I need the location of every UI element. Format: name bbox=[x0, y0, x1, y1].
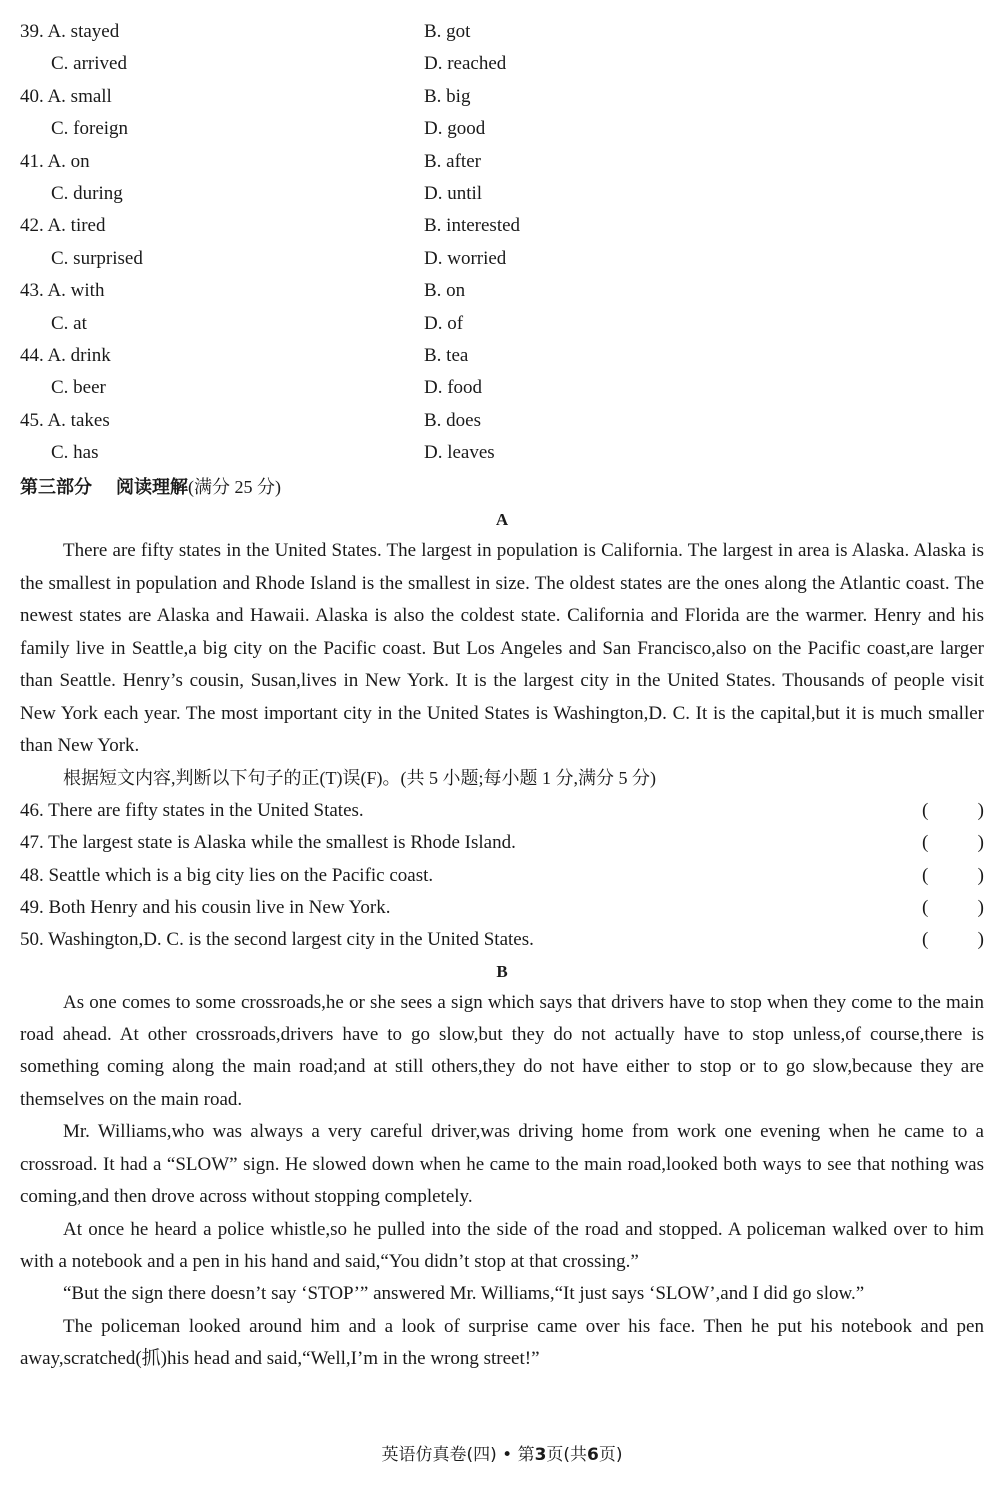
answer-blank[interactable]: ( ) bbox=[922, 864, 984, 886]
option-left: 39. A. stayed bbox=[20, 21, 120, 42]
footer-page-prefix: 第 bbox=[517, 1445, 535, 1465]
tf-question bbox=[20, 795, 984, 827]
tf-question bbox=[20, 924, 984, 956]
option-right: B. big bbox=[424, 85, 471, 107]
option-right: D. leaves bbox=[424, 442, 495, 464]
footer-dot: • bbox=[502, 1445, 513, 1465]
passage-b-paragraph: As one comes to some crossroads,he or she sees a sign which says that drivers have to stop when they come to the main road ahead. At other crossroads,drivers have to go slow,but they do not actually have to stop unless,of course,there is something coming along the main road;and at still others,they do not have either to stop or to go slow,because they are themselves on the main road. bbox=[20, 991, 984, 1110]
answer-blank[interactable]: ( ) bbox=[922, 929, 984, 951]
passage-a-instruction: 根据短文内容,判断以下句子的正(T)误(F)。(共 5 小题;每小题 1 分,满分 5 分) bbox=[63, 768, 656, 789]
option-right: D. worried bbox=[424, 247, 507, 269]
passage-b-paragraph: “But the sign there doesn’t say ‘STOP’” answered Mr. Williams,“It just says ‘SLOW’,and I did go slow.” bbox=[63, 1283, 865, 1305]
option-row bbox=[20, 16, 984, 48]
option-row bbox=[20, 308, 984, 340]
option-row bbox=[20, 372, 984, 404]
option-left: C. has bbox=[51, 442, 99, 464]
answer-blank[interactable]: ( ) bbox=[922, 799, 984, 821]
option-left: C. during bbox=[51, 182, 123, 204]
option-row bbox=[20, 243, 984, 275]
option-left: 44. A. drink bbox=[20, 344, 111, 366]
footer-total-suffix: 页) bbox=[598, 1445, 623, 1465]
option-right: B. on bbox=[424, 280, 466, 302]
footer-page-suffix: 页(共 bbox=[546, 1445, 588, 1465]
answer-blank[interactable]: ( ) bbox=[922, 896, 984, 918]
passage-a-text: There are fifty states in the United States. The largest in population is California. The largest in area is Alaska. Alaska is the smallest in population and Rhode Island is the smallest in size. The oldest states are the ones along the Atlantic coast. The newest states are Alaska and Hawaii. Alaska is also the coldest state. California and Florida are the warmer. Henry and his family live in Seattle,a big city on the Pacific coast. But Los Angeles and San Francisco,also on the Pacific coast,are larger than Seattle. Henry’s cousin, Susan,lives in New York. It is the largest city in the United States. Thousands of people visit New York each year. The most important city in the United States is Washington,D. C. It is the capital,but it is much smaller than New York. bbox=[20, 540, 984, 756]
option-row bbox=[20, 405, 984, 437]
question-text: 47. The largest state is Alaska while the smallest is Rhode Island. bbox=[20, 832, 516, 854]
option-row bbox=[20, 178, 984, 210]
footer-total-pages: 6 bbox=[587, 1445, 599, 1465]
option-left: C. at bbox=[51, 312, 87, 334]
footer-page-number: 3 bbox=[534, 1445, 547, 1465]
option-right: D. until bbox=[424, 182, 483, 204]
option-row bbox=[20, 437, 984, 469]
passage-b-paragraph: At once he heard a police whistle,so he pulled into the side of the road and stopped. A policeman walked over to him with a notebook and a pen in his hand and said,“You didn’t stop at that crossing.” bbox=[20, 1218, 984, 1272]
tf-question bbox=[20, 827, 984, 859]
section-part: 第三部分 bbox=[20, 477, 92, 499]
option-row bbox=[20, 275, 984, 307]
option-right: B. tea bbox=[424, 344, 469, 366]
option-left: 40. A. small bbox=[20, 85, 112, 107]
option-left: 43. A. with bbox=[20, 280, 105, 302]
option-left: C. arrived bbox=[51, 53, 127, 75]
section-score-note: (满分 25 分) bbox=[188, 477, 281, 498]
option-right: B. after bbox=[424, 150, 481, 172]
question-text: 49. Both Henry and his cousin live in New York. bbox=[20, 896, 391, 918]
footer-title: 英语仿真卷(四) bbox=[381, 1445, 497, 1465]
option-right: D. reached bbox=[424, 53, 507, 75]
answer-blank[interactable]: ( ) bbox=[922, 832, 984, 854]
option-left: 41. A. on bbox=[20, 150, 90, 172]
option-right: D. food bbox=[424, 377, 483, 399]
passage-b-label: B bbox=[496, 961, 508, 981]
option-right: B. got bbox=[424, 21, 471, 42]
question-text: 46. There are fifty states in the United States. bbox=[20, 799, 364, 821]
option-right: B. interested bbox=[424, 215, 521, 237]
option-row bbox=[20, 340, 984, 372]
page-footer bbox=[0, 1440, 1004, 1465]
passage-b-paragraph: The policeman looked around him and a look of surprise came over his face. Then he put his notebook and pen away,scratched(抓)his head and said,“Well,I’m in the wrong street!” bbox=[20, 1315, 984, 1370]
passage-a-label: A bbox=[495, 510, 509, 530]
section-name: 阅读理解 bbox=[116, 477, 188, 499]
section-heading bbox=[20, 469, 984, 505]
option-left: 42. A. tired bbox=[20, 215, 106, 237]
passage-b-paragraph: Mr. Williams,who was always a very careful driver,was driving home from work one evening when he came to a crossroad. It had a “SLOW” sign. He slowed down when he came to the main road,looked both ways to see that nothing was coming,and then drove across without stopping completely. bbox=[20, 1121, 984, 1208]
question-text: 50. Washington,D. C. is the second largest city in the United States. bbox=[20, 929, 534, 951]
question-text: 48. Seattle which is a big city lies on the Pacific coast. bbox=[20, 864, 434, 886]
option-row bbox=[20, 113, 984, 145]
option-row bbox=[20, 146, 984, 178]
option-left: C. beer bbox=[51, 377, 106, 399]
option-left: C. surprised bbox=[51, 247, 143, 269]
option-right: D. good bbox=[424, 118, 486, 140]
tf-question-list bbox=[20, 795, 984, 957]
option-left: 45. A. takes bbox=[20, 409, 110, 431]
option-list bbox=[20, 16, 984, 469]
option-row bbox=[20, 48, 984, 80]
option-left: C. foreign bbox=[51, 118, 129, 140]
option-row bbox=[20, 210, 984, 242]
option-row bbox=[20, 81, 984, 113]
option-right: D. of bbox=[424, 312, 464, 334]
tf-question bbox=[20, 860, 984, 892]
option-right: B. does bbox=[424, 409, 481, 431]
tf-question bbox=[20, 892, 984, 924]
exam-page bbox=[20, 16, 984, 1376]
